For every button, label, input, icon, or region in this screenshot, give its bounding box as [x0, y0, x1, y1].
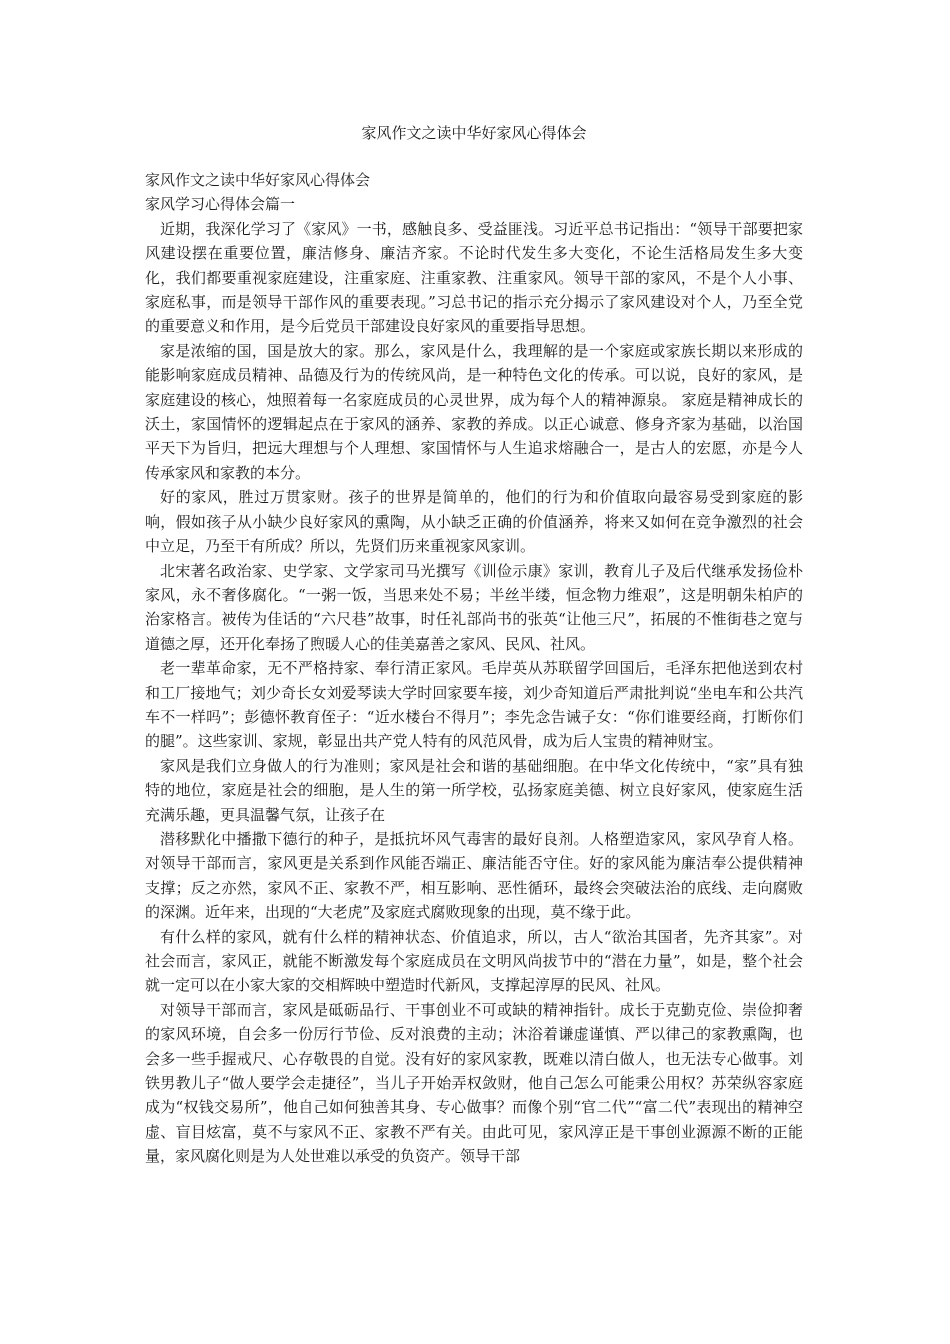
paragraph-6: 家风是我们立身做人的行为准则；家风是社会和谐的基础细胞。在中华文化传统中，“家”具有独特的地位，家庭是社会的细胞，是人生的第一所学校，弘扬家庭美德、树立良好家风，使家庭生活充满乐趣，更具温馨气氛，让孩子在 [145, 756, 803, 824]
paragraph-3: 好的家风，胜过万贯家财。孩子的世界是简单的，他们的行为和价值取向最容易受到家庭的影响，假如孩子从小缺少良好家风的熏陶，从小缺乏正确的价值涵养，将来又如何在竞争激烈的社会中立足，乃至干有所成？所以，先贤们历来重视家风家训。 [145, 488, 803, 556]
paragraph-9: 对领导干部而言，家风是砥砺品行、干事创业不可或缺的精神指针。成长于克勤克俭、崇俭抑奢的家风环境，自会多一份厉行节俭、反对浪费的主动；沐浴着谦虚谨慎、严以律己的家教熏陶，也会多一些手握戒尺、心存敬畏的自觉。没有好的家风家教，既难以清白做人，也无法专心做事。刘铁男教儿子“做人要学会走捷径”，当儿子开始弄权敛财，他自己怎么可能秉公用权？苏荣纵容家庭成为“权钱交易所”，他自己如何独善其身、专心做事？而像个别“官二代”“富二代”表现出的精神空虚、盲目炫富，莫不与家风不正、家教不严有关。由此可见，家风淳正是干事创业源源不断的正能量，家风腐化则是为人处世难以承受的负资产。领导干部 [145, 1000, 803, 1166]
subheading-line: 家风学习心得体会篇一 [145, 195, 296, 214]
paragraph-1: 近期，我深化学习了《家风》一书，感触良多、受益匪浅。习近平总书记指出：“领导干部要把家风建设摆在重要位置，廉洁修身、廉洁齐家。不论时代发生多大变化，不论生活格局发生多大变化，我们都要重视家庭建设，注重家庭、注重家教、注重家风。领导干部的家风，不是个人小事、家庭私事，而是领导干部作风的重要表现。”习总书记的指示充分揭示了家风建设对个人，乃至全党的重要意义和作用，是今后党员干部建设良好家风的重要指导思想。 [145, 219, 803, 336]
document-page [145, 120, 803, 1169]
paragraph-5: 老一辈革命家，无不严格持家、奉行清正家风。毛岸英从苏联留学回国后，毛泽东把他送到农村和工厂接地气；刘少奇长女刘爱琴读大学时回家要车接，刘少奇知道后严肃批判说“坐电车和公共汽车不一样吗”；彭德怀教育侄子：“近水楼台不得月”；李先念告诫子女：“你们谁要经商，打断你们的腿”。这些家训、家规，彰显出共产党人特有的风范风骨，成为后人宝贵的精神财宝。 [145, 659, 803, 751]
paragraph-8: 有什么样的家风，就有什么样的精神状态、价值追求，所以，古人“欲治其国者，先齐其家”。对社会而言，家风正，就能不断激发每个家庭成员在文明风尚拔节中的“潜在力量”，如是，整个社会就一定可以在小家大家的交相辉映中塑造时代新风，支撑起淳厚的民风、社风。 [145, 927, 803, 995]
paragraph-7: 潜移默化中播撒下德行的种子，是抵抗坏风气毒害的最好良剂。人格塑造家风，家风孕育人格。对领导干部而言，家风更是关系到作风能否端正、廉洁能否守住。好的家风能为廉洁奉公提供精神支撑；反之亦然，家风不正、家教不严，相互影响、恶性循环，最终会突破法治的底线、走向腐败的深渊。近年来，出现的“大老虎”及家庭式腐败现象的出现，莫不缘于此。 [145, 829, 803, 922]
document-title: 家风作文之读中华好家风心得体会 [361, 124, 587, 142]
heading-line: 家风作文之读中华好家风心得体会 [145, 171, 371, 189]
paragraph-2: 家是浓缩的国，国是放大的家。那么，家风是什么，我理解的是一个家庭或家族长期以来形成的能影响家庭成员精神、品德及行为的传统风尚，是一种特色文化的传承。可以说，良好的家风，是家庭建设的核心，烛照着每一名家庭成员的心灵世界，成为每个人的精神源泉。 家庭是精神成长的沃土，家国情怀的逻辑起点在于家风的涵养、家教的养成。以正心诚意、修身齐家为基础，以治国平天下为旨归，把远大理想与个人理想、家国情怀与人生追求熔融合一，是古人的宏愿，亦是今人传承家风和家教的本分。 [145, 341, 803, 482]
paragraph-4: 北宋著名政治家、史学家、文学家司马光撰写《训俭示康》家训，教育儿子及后代继承发扬俭朴家风，永不奢侈腐化。“一粥一饭，当思来处不易；半丝半缕，恒念物力维艰”，这是明朝朱柏庐的治家格言。被传为佳话的“六尺巷”故事，时任礼部尚书的张英“让他三尺”，拓展的不惟街巷之宽与道德之厚，还开化奉扬了煦暖人心的佳美嘉善之家风、民风、社风。 [145, 561, 803, 653]
